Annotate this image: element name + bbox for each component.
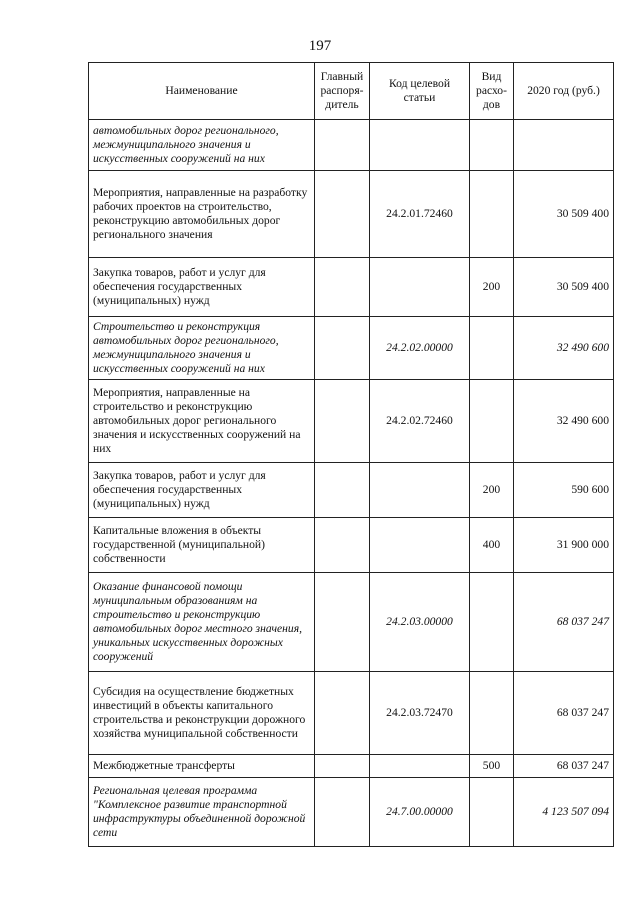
table-row xyxy=(89,258,614,317)
row-sum: 32 490 600 xyxy=(514,380,614,463)
table-row xyxy=(89,317,614,380)
row-sum: 68 037 247 xyxy=(514,573,614,672)
row-vid xyxy=(470,573,514,672)
table-row xyxy=(89,778,614,847)
table-row xyxy=(89,463,614,518)
table-row xyxy=(89,120,614,171)
row-code: 24.2.02.72460 xyxy=(370,380,470,463)
row-code xyxy=(370,518,470,573)
row-main xyxy=(315,258,370,317)
row-name: Закупка товаров, работ и услуг для обеспечения государственных (муниципальных) нужд xyxy=(89,258,315,317)
row-code xyxy=(370,755,470,778)
table-row xyxy=(89,518,614,573)
row-code: 24.2.03.72470 xyxy=(370,672,470,755)
row-name: Строительство и реконструкция автомобильных дорог регионального, межмуниципального значения и искусственных сооружений на них xyxy=(89,317,315,380)
header-sum: 2020 год (руб.) xyxy=(514,63,614,120)
table-header-row xyxy=(89,63,614,120)
row-name: Закупка товаров, работ и услуг для обеспечения государственных (муниципальных) нужд xyxy=(89,463,315,518)
header-vid: Вид расхо-дов xyxy=(470,63,514,120)
row-name: Мероприятия, направленные на разработку рабочих проектов на строительство, реконструкцию автомобильных дорог регионального значения xyxy=(89,171,315,258)
row-name: Оказание финансовой помощи муниципальным образованиям на строительство и реконструкцию автомобильных дорог местного значения, уникальных искусственных дорожных сооружений xyxy=(89,573,315,672)
table-row xyxy=(89,672,614,755)
table-row xyxy=(89,380,614,463)
row-name: Региональная целевая программа "Комплексное развитие транспортной инфраструктуры объединенной дорожной сети xyxy=(89,778,315,847)
row-main xyxy=(315,463,370,518)
row-vid: 500 xyxy=(470,755,514,778)
row-main xyxy=(315,672,370,755)
row-name: автомобильных дорог регионального, межмуниципального значения и искусственных сооружений на них xyxy=(89,120,315,171)
row-main xyxy=(315,120,370,171)
row-name: Субсидия на осуществление бюджетных инвестиций в объекты капитального строительства и реконструкции дорожного хозяйства муниципальной собственности xyxy=(89,672,315,755)
header-main: Главный распоря-дитель xyxy=(315,63,370,120)
table-row xyxy=(89,573,614,672)
row-name: Межбюджетные трансферты xyxy=(89,755,315,778)
row-vid xyxy=(470,380,514,463)
page-number: 197 xyxy=(308,38,332,54)
row-code xyxy=(370,463,470,518)
row-vid xyxy=(470,171,514,258)
header-code: Код целевой статьи xyxy=(370,63,470,120)
row-main xyxy=(315,573,370,672)
row-vid xyxy=(470,778,514,847)
row-sum: 68 037 247 xyxy=(514,755,614,778)
row-main xyxy=(315,317,370,380)
row-code xyxy=(370,258,470,317)
row-sum: 32 490 600 xyxy=(514,317,614,380)
row-vid: 200 xyxy=(470,463,514,518)
row-sum xyxy=(514,120,614,171)
row-sum: 4 123 507 094 xyxy=(514,778,614,847)
budget-table xyxy=(88,62,614,847)
row-code: 24.2.03.00000 xyxy=(370,573,470,672)
row-main xyxy=(315,380,370,463)
row-code: 24.7.00.00000 xyxy=(370,778,470,847)
row-main xyxy=(315,518,370,573)
row-sum: 30 509 400 xyxy=(514,258,614,317)
row-vid xyxy=(470,317,514,380)
table-row xyxy=(89,171,614,258)
row-main xyxy=(315,778,370,847)
row-code xyxy=(370,120,470,171)
row-code: 24.2.02.00000 xyxy=(370,317,470,380)
row-vid: 400 xyxy=(470,518,514,573)
row-sum: 590 600 xyxy=(514,463,614,518)
row-vid xyxy=(470,120,514,171)
row-vid: 200 xyxy=(470,258,514,317)
table-row xyxy=(89,755,614,778)
row-sum: 31 900 000 xyxy=(514,518,614,573)
row-vid xyxy=(470,672,514,755)
row-sum: 68 037 247 xyxy=(514,672,614,755)
header-name: Наименование xyxy=(89,63,315,120)
row-main xyxy=(315,755,370,778)
row-main xyxy=(315,171,370,258)
row-name: Мероприятия, направленные на строительство и реконструкцию автомобильных дорог регионального значения и искусственных сооружений на них xyxy=(89,380,315,463)
row-code: 24.2.01.72460 xyxy=(370,171,470,258)
row-name: Капитальные вложения в объекты государственной (муниципальной) собственности xyxy=(89,518,315,573)
row-sum: 30 509 400 xyxy=(514,171,614,258)
